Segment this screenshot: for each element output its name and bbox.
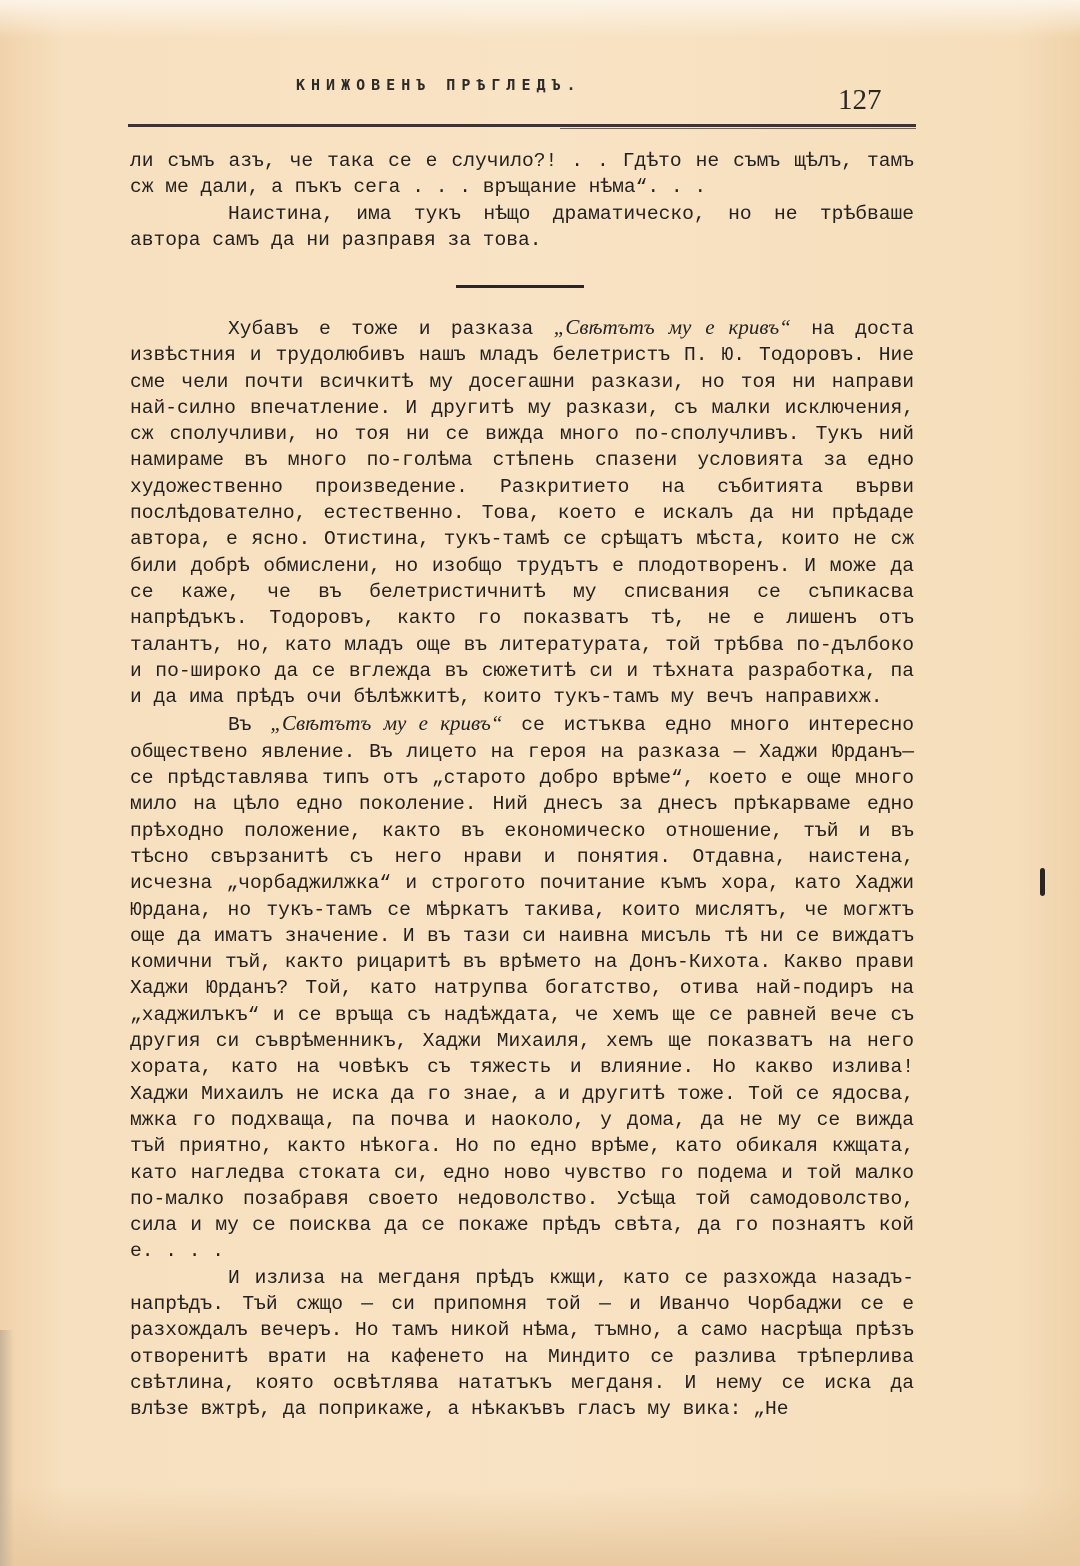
paragraph-1-body: на доста извѣстния и трудолюбивъ нашъ младъ белетристъ П. Ю. Тодоровъ. Ние сме чели почти всичкитѣ му досегашни разкази, но тоя ни направи най-силно впечатление. И другитѣ му разкази, съ малки исключения, сж сполучливи, но тоя ни се вижда много по-сполучливъ. Тукъ ний намираме въ много по-голѣма стѣпень спазени условията за едно художественно произведение. Разкритието на събитията върви послѣдователно, естественно. Това, което е искалъ да ни прѣдаде автора, е ясно. Отистина, тукъ-тамѣ се срѣщатъ мѣста, които не сж били добрѣ обмислени, но изобщо трудътъ е плодотворенъ. И може да се каже, че въ белетристичнитѣ му списвания се съпикасва напрѣдъкъ. Тодоровъ, както го показватъ тѣ, не е лишенъ отъ талантъ, но, като младъ още въ литературата, той трѣбва по-дълбоко и по-широко да се вглежда въ сюжетитѣ си и тѣхната разработка, па и да има прѣдъ очи бѣлѣжкитѣ, които тукъ-тамъ му вечъ направихж. xyxy=(130,318,915,709)
margin-ink-mark xyxy=(1040,868,1045,896)
story-title: „Свѣтътъ му е кривъ“ xyxy=(553,315,791,339)
main-text-block xyxy=(130,314,914,1422)
story-title-2: „Свѣтътъ му е кривъ“ xyxy=(270,711,503,736)
page-top-edge xyxy=(0,0,1080,38)
section-divider xyxy=(456,285,584,288)
paragraph-1 xyxy=(130,314,914,710)
page-number: 127 xyxy=(838,84,882,116)
paragraph-3: И излиза на мегданя прѣдъ кжщи, като се разхожда назадъ-напрѣдъ. Тъй сжщо — си припомня той — и Иванчо Чорбаджи се е разхождалъ вечеръ. Но тамъ никой нѣма, тъмно, а само насрѣща прѣзъ отворенитѣ врати на кафенето на Миндито се разлива трѣперлива свѣтлина, която освѣтлява нататъкъ мегданя. И нему се иска да влѣзе вжтрѣ, да поприкаже, а нѣкакъвъ гласъ му вика: „Не xyxy=(130,1266,914,1421)
continued-text-block xyxy=(130,148,914,253)
page-bottom-shadow xyxy=(0,1486,1080,1566)
page-left-edge-shadow xyxy=(0,1330,14,1566)
paragraph-1-lead: Хубавъ е тоже и разказа xyxy=(228,318,554,340)
paragraph-2-body: се истъква едно много интересно обществено явление. Въ лицето на героя на разказа — Хаджи Юрданъ—се прѣдставлява типъ отъ „старото добро врѣме“, което е още много мило на цѣло едно поколение. Ний днесъ за днесъ прѣкарваме едно прѣходно положение, както въ економическо отношение, тъй и въ тѣсно свързанитѣ съ него нрави и понятия. Отдавна, наистена, исчезна „чорбаджилжка“ и строгото почитание къмъ хора, като Хаджи Юрдана, но тукъ-тамъ се мѣркатъ такива, които мислятъ, че могжтъ още да иматъ значение. И въ тази си наивна мисъль тѣ ни се виждатъ комични тъй, както рицаритѣ въ врѣмето на Донъ-Кихота. Какво прави Хаджи Юрданъ? Той, като натрупва богатство, отива най-подиръ на „хаджилъкъ“ и се връща съ надѣждата, че хемъ ще се равней вече съ другия си съврѣменникъ, Хаджи Михаиля, хемъ ще показватъ на него хората, като на човѣкъ съ тяжесть и влияние. Но какво излива! Хаджи Михаилъ не иска да го знае, а и другитѣ тоже. Той се ядосва, мжка го подхваща, па почва и наоколо, у дома, да не му се вижда тъй приятно, както нѣкога. Но по едно врѣме, като обикаля кжщата, като нагледва стоката си, едно ново чувство го подема и той малко по-малко позабравя своето недоволство. Усѣща той самодоволство, сила и му се поисква да се покаже прѣдъ свѣта, да го познаятъ кой е. . . . xyxy=(130,714,914,1263)
header-rule xyxy=(128,124,916,127)
continued-quote: ли съмъ азъ, че така се е случило?! . . Гдѣто не съмъ щѣлъ, тамъ сж ме дали, а пъкъ сега . . . връщание нѣма“. . . xyxy=(130,150,914,199)
paragraph-2 xyxy=(130,710,914,1264)
review-paragraph: Наистина, има тукъ нѣщо драматическо, но не трѣбваше автора самъ да ни разправя за това. xyxy=(130,202,914,251)
header-rule-thin xyxy=(560,128,916,129)
paragraph-2-lead: Въ xyxy=(228,714,271,737)
running-title: КНИЖОВЕНЪ ПРѢГЛЕДЪ. xyxy=(296,76,582,94)
